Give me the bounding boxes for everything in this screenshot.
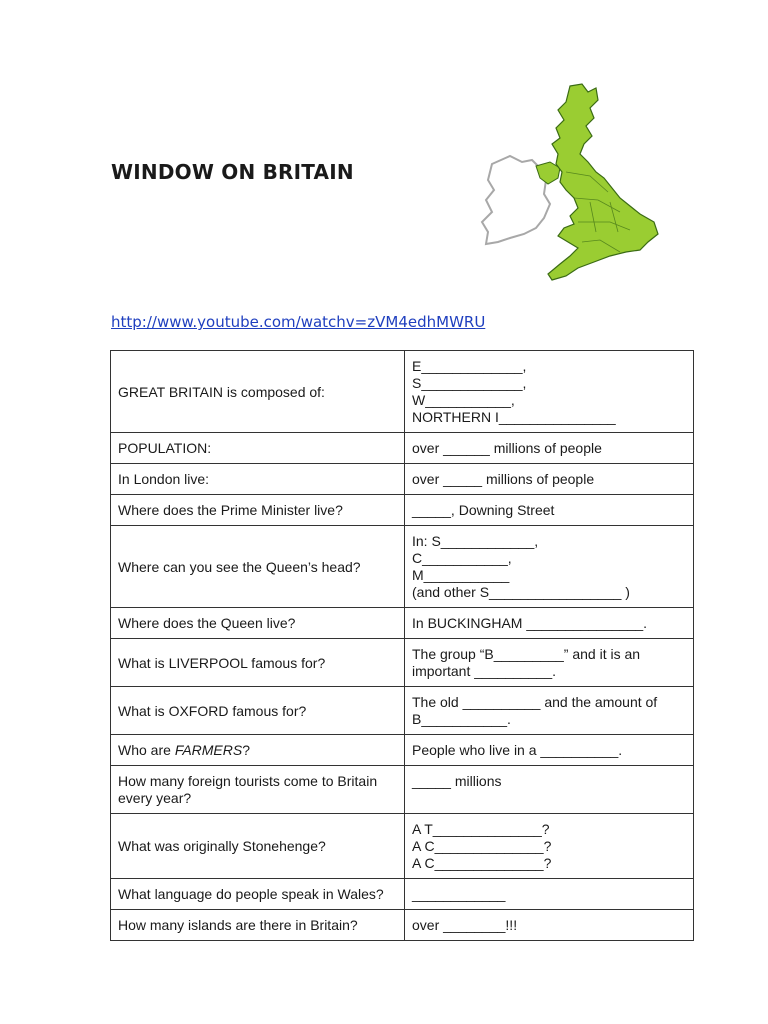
question-prefix: Who are (118, 742, 175, 758)
question-keyword: FARMERS (174, 742, 243, 758)
answer-line: NORTHERN I_______________ (412, 409, 616, 425)
answer-line: In BUCKINGHAM _______________. (412, 615, 648, 631)
table-row (111, 464, 694, 495)
answer-line: In: S____________, (412, 533, 539, 549)
answer-line: over _____ millions of people (412, 471, 595, 487)
answer-cell[interactable] (405, 526, 694, 608)
answer-cell[interactable] (405, 433, 694, 464)
table-row (111, 814, 694, 879)
answer-cell[interactable] (405, 464, 694, 495)
table-row (111, 608, 694, 639)
great-britain-shape (548, 84, 658, 280)
answer-line: The group “B_________” and it is an (412, 646, 641, 662)
answer-line: People who live in a __________. (412, 742, 623, 758)
table-row (111, 879, 694, 910)
question-cell: Where does the Prime Minister live? (111, 495, 405, 526)
question-cell: POPULATION: (111, 433, 405, 464)
answer-line: _____, Downing Street (412, 502, 555, 518)
table-row (111, 495, 694, 526)
table-row (111, 766, 694, 814)
question-cell: Where can you see the Queen’s head? (111, 526, 405, 608)
answer-cell[interactable] (405, 735, 694, 766)
question-suffix: ? (242, 742, 251, 758)
answer-line: A C______________? (412, 838, 552, 854)
table-row (111, 526, 694, 608)
question-cell: In London live: (111, 464, 405, 495)
answer-cell[interactable] (405, 351, 694, 433)
worksheet-table (110, 350, 694, 941)
answer-line: important __________. (412, 663, 556, 679)
question-cell: How many foreign tourists come to Britain every year? (111, 766, 405, 814)
answer-cell[interactable] (405, 879, 694, 910)
table-row (111, 639, 694, 687)
answer-cell[interactable] (405, 687, 694, 735)
question-cell: Where does the Queen live? (111, 608, 405, 639)
answer-line: _____ millions (412, 773, 502, 789)
answer-line: ____________ (412, 886, 506, 902)
answer-line: M___________ (412, 567, 510, 583)
answer-line: A C______________? (412, 855, 552, 871)
question-cell: What language do people speak in Wales? (111, 879, 405, 910)
youtube-link[interactable]: http://www.youtube.com/watchv=zVM4edhMWRU (111, 313, 486, 331)
uk-ireland-map-icon (470, 82, 670, 288)
question-cell: GREAT BRITAIN is composed of: (111, 351, 405, 433)
table-row (111, 687, 694, 735)
question-cell: What is LIVERPOOL famous for? (111, 639, 405, 687)
answer-line: S_____________, (412, 375, 527, 391)
answer-cell[interactable] (405, 495, 694, 526)
table-row (111, 910, 694, 941)
answer-line: A T______________? (412, 821, 550, 837)
answer-line: over ________!!! (412, 917, 518, 933)
answer-cell[interactable] (405, 910, 694, 941)
answer-cell[interactable] (405, 814, 694, 879)
answer-cell[interactable] (405, 608, 694, 639)
question-cell: What is OXFORD famous for? (111, 687, 405, 735)
question-cell: What was originally Stonehenge? (111, 814, 405, 879)
question-cell: How many islands are there in Britain? (111, 910, 405, 941)
question-cell (111, 735, 405, 766)
answer-line: C___________, (412, 550, 512, 566)
answer-line: B___________. (412, 711, 511, 727)
answer-line: over ______ millions of people (412, 440, 602, 456)
table-row (111, 433, 694, 464)
page-title: WINDOW ON BRITAIN (111, 160, 354, 184)
answer-line: E_____________, (412, 358, 527, 374)
table-row (111, 351, 694, 433)
answer-line: (and other S_________________ ) (412, 584, 630, 600)
answer-cell[interactable] (405, 766, 694, 814)
answer-cell[interactable] (405, 639, 694, 687)
answer-line: The old __________ and the amount of (412, 694, 658, 710)
answer-line: W___________, (412, 392, 515, 408)
table-row (111, 735, 694, 766)
